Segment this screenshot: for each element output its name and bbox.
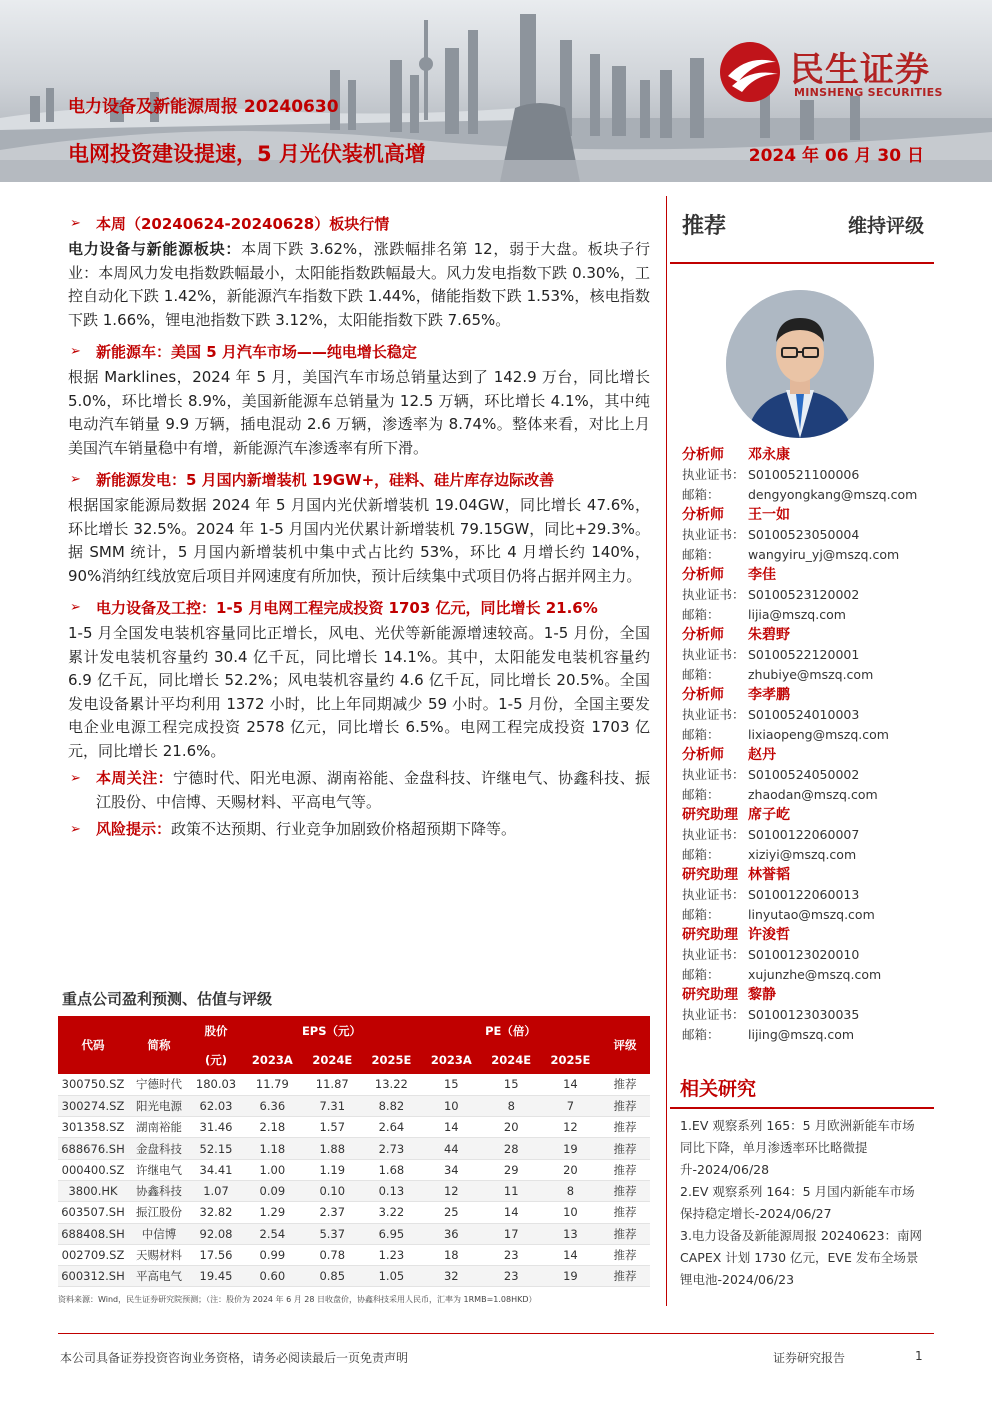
analyst-name-row bbox=[682, 864, 934, 884]
forecast-table-wrapper bbox=[58, 1016, 650, 1287]
logo-chinese-text: 民生证券 bbox=[790, 50, 930, 90]
col-header-pe-2023: 2023A bbox=[430, 1052, 472, 1067]
analyst-mail-row bbox=[682, 904, 934, 924]
analyst-portrait-illustration bbox=[726, 290, 874, 438]
cert-number: S0100123020010 bbox=[748, 946, 860, 962]
col-header-price: 股价 bbox=[204, 1023, 228, 1038]
table-row bbox=[58, 1117, 650, 1138]
cert-label: 执业证书： bbox=[682, 827, 745, 842]
cell-eps-2024: 1.57 bbox=[303, 1117, 362, 1138]
cell-pe-2023: 25 bbox=[421, 1202, 482, 1223]
risk-paragraph: ➢ 风险提示：政策不达预期、行业竞争加剧致价格超预期下降等。 bbox=[68, 818, 650, 842]
cell-eps-2024: 1.19 bbox=[303, 1159, 362, 1180]
cell-pe-2023: 14 bbox=[421, 1117, 482, 1138]
cell-pe-2025: 12 bbox=[541, 1117, 600, 1138]
cell-name: 金盘科技 bbox=[128, 1138, 190, 1159]
rating-label: 推荐 bbox=[682, 214, 727, 239]
cell-pe-2024: 17 bbox=[482, 1223, 541, 1244]
analyst-mail-row bbox=[682, 784, 934, 804]
analyst-role: 研究助理 bbox=[682, 867, 738, 883]
analyst-role: 分析师 bbox=[682, 507, 724, 523]
analyst-entry bbox=[682, 684, 934, 744]
analyst-name-row bbox=[682, 924, 934, 944]
cell-price: 32.82 bbox=[190, 1202, 242, 1223]
cell-eps-2023: 1.29 bbox=[242, 1202, 303, 1223]
analyst-email-link[interactable]: dengyongkang@mszq.com bbox=[748, 486, 918, 502]
section-heading-grid: ➢ 电力设备及工控：1-5 月电网工程完成投资 1703 亿元，同比增长 21.6% bbox=[70, 598, 598, 617]
cell-eps-2023: 1.18 bbox=[242, 1138, 303, 1159]
cell-pe-2024: 20 bbox=[482, 1117, 541, 1138]
cert-label: 执业证书： bbox=[682, 527, 745, 542]
cell-name: 平高电气 bbox=[128, 1266, 190, 1287]
col-header-eps: EPS（元） bbox=[301, 1023, 362, 1038]
cell-rating: 推荐 bbox=[600, 1159, 650, 1180]
cell-eps-2025: 13.22 bbox=[362, 1074, 421, 1095]
cell-price: 62.03 bbox=[190, 1095, 242, 1116]
cell-eps-2024: 7.31 bbox=[303, 1095, 362, 1116]
cell-name: 湖南裕能 bbox=[128, 1117, 190, 1138]
cert-number: S0100523120002 bbox=[748, 586, 860, 602]
related-research bbox=[670, 1070, 934, 1291]
minsheng-logo-icon bbox=[718, 40, 784, 104]
analyst-entry bbox=[682, 864, 934, 924]
analyst-name-row bbox=[682, 624, 934, 644]
cell-rating: 推荐 bbox=[600, 1117, 650, 1138]
analyst-role: 分析师 bbox=[682, 627, 724, 643]
col-header-pe-2024: 2024E bbox=[491, 1052, 532, 1067]
cert-number: S0100524050002 bbox=[748, 766, 860, 782]
column-divider bbox=[666, 196, 667, 1306]
cell-rating: 推荐 bbox=[600, 1095, 650, 1116]
cert-number: S0100522120001 bbox=[748, 646, 860, 662]
analyst-entry bbox=[682, 924, 934, 984]
minsheng-logo bbox=[718, 40, 968, 104]
footer-report-type: 证券研究报告 bbox=[773, 1351, 846, 1365]
focus-paragraph: ➢ 本周关注：宁德时代、阳光电源、湖南裕能、金盘科技、许继电气、协鑫科技、振江股份、中信博、天赐材料、平高电气等。 bbox=[68, 767, 650, 814]
cert-label: 执业证书： bbox=[682, 887, 745, 902]
table-row bbox=[58, 1138, 650, 1159]
cell-eps-2025: 3.22 bbox=[362, 1202, 421, 1223]
cell-pe-2023: 12 bbox=[421, 1180, 482, 1201]
analyst-entry bbox=[682, 564, 934, 624]
cell-code: 688676.SH bbox=[58, 1138, 128, 1159]
cell-code: 000400.SZ bbox=[58, 1159, 128, 1180]
section-heading-ev: ➢ 新能源车：美国 5 月汽车市场——纯电增长稳定 bbox=[70, 342, 417, 361]
cell-pe-2024: 29 bbox=[482, 1159, 541, 1180]
footer-disclaimer: 本公司具备证券投资咨询业务资格，请务必阅读最后一页免责声明 bbox=[60, 1351, 409, 1365]
cert-label: 执业证书： bbox=[682, 647, 745, 662]
sidebar bbox=[670, 200, 934, 1042]
arrow-bullet-icon: ➢ bbox=[70, 771, 81, 786]
cert-number: S0100524010003 bbox=[748, 706, 860, 722]
cell-pe-2023: 32 bbox=[421, 1266, 482, 1287]
cell-rating: 推荐 bbox=[600, 1138, 650, 1159]
cert-number: S0100523050004 bbox=[748, 526, 860, 542]
cell-price: 1.07 bbox=[190, 1180, 242, 1201]
table-row bbox=[58, 1223, 650, 1244]
analyst-name: 李孝鹏 bbox=[748, 687, 790, 703]
cell-price: 180.03 bbox=[190, 1074, 242, 1095]
cell-pe-2023: 34 bbox=[421, 1159, 482, 1180]
cell-price: 34.41 bbox=[190, 1159, 242, 1180]
cell-pe-2024: 11 bbox=[482, 1180, 541, 1201]
col-header-eps-2024: 2024E bbox=[312, 1052, 353, 1067]
analyst-entry bbox=[682, 984, 934, 1044]
report-date: 2024 年 06 月 30 日 bbox=[748, 146, 924, 166]
analyst-mail-row bbox=[682, 664, 934, 684]
cell-pe-2023: 10 bbox=[421, 1095, 482, 1116]
related-research-title: 相关研究 bbox=[670, 1070, 934, 1109]
related-item[interactable]: 3.电力设备及新能源周报 20240623：南网 CAPEX 计划 1730 亿元，EVE 发布全场景锂电池-2024/06/23 bbox=[680, 1228, 923, 1287]
analyst-role: 研究助理 bbox=[682, 927, 738, 943]
rating-bar bbox=[670, 200, 934, 264]
table-row bbox=[58, 1095, 650, 1116]
col-header-code: 代码 bbox=[81, 1038, 105, 1052]
cell-eps-2024: 0.10 bbox=[303, 1180, 362, 1201]
analyst-name: 林誉韬 bbox=[748, 867, 790, 883]
cell-pe-2025: 7 bbox=[541, 1095, 600, 1116]
cell-price: 52.15 bbox=[190, 1138, 242, 1159]
table-row bbox=[58, 1180, 650, 1201]
analyst-cert-row bbox=[682, 524, 934, 544]
rating-value: 维持评级 bbox=[847, 215, 924, 237]
cell-eps-2023: 0.60 bbox=[242, 1266, 303, 1287]
cell-eps-2023: 0.09 bbox=[242, 1180, 303, 1201]
cell-eps-2023: 2.18 bbox=[242, 1117, 303, 1138]
page-number: 1 bbox=[915, 1349, 923, 1363]
cert-label: 执业证书： bbox=[682, 767, 745, 782]
cert-label: 执业证书： bbox=[682, 947, 745, 962]
related-item[interactable]: 1.EV 观察系列 165：5 月欧洲新能车市场同比下降，单月渗透率环比略微提升-2024/06/28 bbox=[680, 1118, 915, 1177]
cell-eps-2025: 2.73 bbox=[362, 1138, 421, 1159]
related-item[interactable]: 2.EV 观察系列 164：5 月国内新能车市场保持稳定增长-2024/06/27 bbox=[680, 1184, 915, 1221]
mail-label: 邮箱： bbox=[682, 547, 720, 562]
forecast-table bbox=[58, 1016, 650, 1287]
mail-label: 邮箱： bbox=[682, 967, 720, 982]
mail-label: 邮箱： bbox=[682, 667, 720, 682]
section-body-pv: 根据国家能源局数据 2024 年 5 月国内光伏新增装机 19.04GW，同比增长 47.6%，环比增长 32.5%。2024 年 1-5 月国内光伏累计新增装机 79.15GW，同比+29.3%。据 SMM 统计，5 月国内新增装机中集中式占比约 53%，环比 4 月增长约 140%，90%消纳红线放宽后项目并网速度有所加快，预计后续集中式项目仍将占据并网主力。 bbox=[68, 496, 650, 585]
analyst-cert-row bbox=[682, 884, 934, 904]
cell-pe-2025: 19 bbox=[541, 1266, 600, 1287]
cell-rating: 推荐 bbox=[600, 1074, 650, 1095]
cell-code: 600312.SH bbox=[58, 1266, 128, 1287]
cell-pe-2025: 19 bbox=[541, 1138, 600, 1159]
analyst-cert-row bbox=[682, 704, 934, 724]
cell-price: 19.45 bbox=[190, 1266, 242, 1287]
col-header-price-unit: (元) bbox=[204, 1052, 227, 1067]
arrow-bullet-icon: ➢ bbox=[70, 215, 81, 231]
cell-pe-2024: 23 bbox=[482, 1244, 541, 1265]
cell-pe-2025: 10 bbox=[541, 1202, 600, 1223]
analyst-cert-row bbox=[682, 584, 934, 604]
mail-label: 邮箱： bbox=[682, 787, 720, 802]
analyst-role: 分析师 bbox=[682, 747, 724, 763]
analyst-name: 王一如 bbox=[748, 507, 790, 523]
cell-eps-2024: 2.37 bbox=[303, 1202, 362, 1223]
analyst-photo bbox=[726, 290, 874, 438]
analyst-name-row bbox=[682, 444, 934, 464]
analyst-list bbox=[682, 444, 934, 1044]
footer-divider bbox=[58, 1333, 934, 1334]
cell-code: 300274.SZ bbox=[58, 1095, 128, 1116]
arrow-bullet-icon: ➢ bbox=[70, 343, 81, 359]
analyst-entry bbox=[682, 444, 934, 504]
cell-name: 振江股份 bbox=[128, 1202, 190, 1223]
cell-eps-2025: 0.13 bbox=[362, 1180, 421, 1201]
cell-rating: 推荐 bbox=[600, 1180, 650, 1201]
cert-number: S0100123030035 bbox=[748, 1006, 860, 1022]
col-header-pe-2025: 2025E bbox=[550, 1052, 591, 1067]
cell-name: 天赐材料 bbox=[128, 1244, 190, 1265]
analyst-cert-row bbox=[682, 944, 934, 964]
analyst-name-row bbox=[682, 984, 934, 1004]
analyst-role: 分析师 bbox=[682, 447, 724, 463]
cell-eps-2025: 1.68 bbox=[362, 1159, 421, 1180]
main-content bbox=[68, 208, 650, 842]
cell-eps-2024: 1.88 bbox=[303, 1138, 362, 1159]
cell-rating: 推荐 bbox=[600, 1244, 650, 1265]
col-header-pe: PE（倍） bbox=[485, 1023, 536, 1038]
cell-pe-2023: 36 bbox=[421, 1223, 482, 1244]
analyst-role: 研究助理 bbox=[682, 807, 738, 823]
analyst-cert-row bbox=[682, 824, 934, 844]
table-row bbox=[58, 1159, 650, 1180]
cell-pe-2025: 14 bbox=[541, 1244, 600, 1265]
cell-code: 300750.SZ bbox=[58, 1074, 128, 1095]
cell-eps-2024: 0.85 bbox=[303, 1266, 362, 1287]
table-source-note: 资料来源：Wind，民生证券研究院预测；（注：股价为 2024 年 6 月 28 日收盘价，协鑫科技采用人民币，汇率为 1RMB=1.08HKD） bbox=[58, 1295, 537, 1304]
analyst-name-row bbox=[682, 684, 934, 704]
analyst-email-link[interactable]: linyutao@mszq.com bbox=[748, 906, 875, 922]
analyst-name-row bbox=[682, 564, 934, 584]
analyst-name-row bbox=[682, 744, 934, 764]
cell-pe-2025: 13 bbox=[541, 1223, 600, 1244]
cell-code: 3800.HK bbox=[58, 1180, 128, 1201]
cell-rating: 推荐 bbox=[600, 1223, 650, 1244]
cell-pe-2025: 8 bbox=[541, 1180, 600, 1201]
mail-label: 邮箱： bbox=[682, 1027, 720, 1042]
cell-eps-2025: 2.64 bbox=[362, 1117, 421, 1138]
analyst-cert-row bbox=[682, 1004, 934, 1024]
analyst-name-row bbox=[682, 504, 934, 524]
mail-label: 邮箱： bbox=[682, 487, 720, 502]
table-row bbox=[58, 1074, 650, 1095]
report-series-title: 电力设备及新能源周报 20240630 bbox=[68, 97, 339, 117]
analyst-mail-row bbox=[682, 1024, 934, 1044]
cell-eps-2025: 8.82 bbox=[362, 1095, 421, 1116]
analyst-cert-row bbox=[682, 764, 934, 784]
analyst-name: 黎静 bbox=[748, 987, 776, 1003]
cell-eps-2023: 6.36 bbox=[242, 1095, 303, 1116]
cell-eps-2023: 11.79 bbox=[242, 1074, 303, 1095]
analyst-role: 分析师 bbox=[682, 687, 724, 703]
cell-eps-2025: 6.95 bbox=[362, 1223, 421, 1244]
forecast-table-body bbox=[58, 1074, 650, 1287]
analyst-name: 许浚哲 bbox=[748, 927, 790, 943]
analyst-email-link[interactable]: lixiaopeng@mszq.com bbox=[748, 726, 889, 742]
cell-pe-2023: 18 bbox=[421, 1244, 482, 1265]
analyst-mail-row bbox=[682, 484, 934, 504]
analyst-name: 朱碧野 bbox=[748, 627, 790, 643]
analyst-email-link[interactable]: wangyiru_yj@mszq.com bbox=[748, 546, 900, 562]
cert-number: S0100122060013 bbox=[748, 886, 860, 902]
analyst-name: 赵丹 bbox=[748, 747, 776, 763]
cell-price: 17.56 bbox=[190, 1244, 242, 1265]
analyst-mail-row bbox=[682, 844, 934, 864]
cert-label: 执业证书： bbox=[682, 707, 745, 722]
table-row bbox=[58, 1244, 650, 1265]
col-header-rating: 评级 bbox=[613, 1038, 637, 1052]
cert-number: S0100122060007 bbox=[748, 826, 860, 842]
cell-eps-2023: 0.99 bbox=[242, 1244, 303, 1265]
analyst-name-row bbox=[682, 804, 934, 824]
analyst-email-link[interactable]: lijing@mszq.com bbox=[748, 1026, 855, 1042]
table-row bbox=[58, 1202, 650, 1223]
cell-name: 协鑫科技 bbox=[128, 1180, 190, 1201]
analyst-role: 分析师 bbox=[682, 567, 724, 583]
cell-eps-2023: 2.54 bbox=[242, 1223, 303, 1244]
analyst-entry bbox=[682, 744, 934, 804]
table-row bbox=[58, 1266, 650, 1287]
table-title: 重点公司盈利预测、估值与评级 bbox=[62, 990, 273, 1008]
analyst-name: 邓永康 bbox=[748, 447, 790, 463]
section-heading-pv: ➢ 新能源发电：5 月国内新增装机 19GW+，硅料、硅片库存边际改善 bbox=[70, 470, 555, 489]
cell-code: 301358.SZ bbox=[58, 1117, 128, 1138]
arrow-bullet-icon: ➢ bbox=[70, 471, 81, 487]
cert-label: 执业证书： bbox=[682, 1007, 745, 1022]
cell-name: 宁德时代 bbox=[128, 1074, 190, 1095]
col-header-eps-2023: 2023A bbox=[251, 1052, 293, 1067]
analyst-entry bbox=[682, 804, 934, 864]
section-body-ev: 根据 Marklines，2024 年 5 月，美国汽车市场总销量达到了 142.9 万台，同比增长 5.0%，环比增长 8.9%，美国新能源车总销量为 12.5 万辆，环比增长 4.1%，其中纯电动汽车销量 9.9 万辆，插电混动 2.6 万辆，渗透率为 8.74%。整体来看，对比上月美国汽车销量稳中有增，新能源汽车渗透率有所下滑。 bbox=[68, 368, 650, 457]
cell-code: 002709.SZ bbox=[58, 1244, 128, 1265]
cell-pe-2024: 28 bbox=[482, 1138, 541, 1159]
section-heading-market: ➢ 本周（20240624-20240628）板块行情 bbox=[70, 214, 390, 233]
cell-pe-2025: 14 bbox=[541, 1074, 600, 1095]
section-body-grid: 1-5 月全国发电装机容量同比正增长，风电、光伏等新能源增速较高。1-5 月份，全国累计发电装机容量约 30.4 亿千瓦，同比增长 14.1%。其中，太阳能发电装机容量约 6.9 亿千瓦，同比增长 52.2%；风电装机容量约 4.6 亿千瓦，同比增长 20.5%。全国发电设备累计平均利用 1372 小时，比上年同期减少 59 小时。1-5 月份，全国主要发电企业电源工程完成投资 2578 亿元，同比增长 6.5%。电网工程完成投资 1703 亿元，同比增长 21.6%。 bbox=[68, 624, 650, 760]
cell-name: 许继电气 bbox=[128, 1159, 190, 1180]
report-title: 电网投资建设提速，5 月光伏装机高增 bbox=[68, 142, 426, 166]
cell-code: 688408.SH bbox=[58, 1223, 128, 1244]
analyst-email-link[interactable]: zhubiye@mszq.com bbox=[748, 666, 874, 682]
cell-pe-2023: 44 bbox=[421, 1138, 482, 1159]
col-header-eps-2025: 2025E bbox=[371, 1052, 412, 1067]
analyst-cert-row bbox=[682, 644, 934, 664]
logo-english-text: MINSHENG SECURITIES bbox=[794, 86, 943, 99]
cell-price: 92.08 bbox=[190, 1223, 242, 1244]
cell-pe-2024: 23 bbox=[482, 1266, 541, 1287]
mail-label: 邮箱： bbox=[682, 907, 720, 922]
cell-pe-2025: 20 bbox=[541, 1159, 600, 1180]
analyst-email-link[interactable]: xiziyi@mszq.com bbox=[748, 846, 857, 862]
mail-label: 邮箱： bbox=[682, 607, 720, 622]
analyst-mail-row bbox=[682, 604, 934, 624]
cell-price: 31.46 bbox=[190, 1117, 242, 1138]
cell-rating: 推荐 bbox=[600, 1202, 650, 1223]
mail-label: 邮箱： bbox=[682, 727, 720, 742]
cell-pe-2024: 14 bbox=[482, 1202, 541, 1223]
cert-number: S0100521100006 bbox=[748, 466, 860, 482]
cell-rating: 推荐 bbox=[600, 1266, 650, 1287]
cell-name: 中信博 bbox=[128, 1223, 190, 1244]
cell-eps-2023: 1.00 bbox=[242, 1159, 303, 1180]
analyst-entry bbox=[682, 504, 934, 564]
cell-eps-2024: 0.78 bbox=[303, 1244, 362, 1265]
cell-eps-2025: 1.05 bbox=[362, 1266, 421, 1287]
analyst-email-link[interactable]: xujunzhe@mszq.com bbox=[748, 966, 882, 982]
mail-label: 邮箱： bbox=[682, 847, 720, 862]
analyst-mail-row bbox=[682, 724, 934, 744]
analyst-mail-row bbox=[682, 544, 934, 564]
cell-pe-2024: 15 bbox=[482, 1074, 541, 1095]
related-research-list bbox=[670, 1109, 934, 1291]
arrow-bullet-icon: ➢ bbox=[70, 822, 81, 837]
cell-code: 603507.SH bbox=[58, 1202, 128, 1223]
section-body-market: 电力设备与新能源板块：本周下跌 3.62%，涨跌幅排名第 12，弱于大盘。板块子行业：本周风力发电指数跌幅最小，太阳能指数跌幅最大。风力发电指数下跌 0.30%，工控自动化下跌 1.42%，新能源汽车指数下跌 1.44%，储能指数下跌 1.53%，核电指数下跌 1.66%，锂电池指数下跌 3.12%，太阳能指数下跌 7.65%。 bbox=[68, 240, 650, 329]
analyst-email-link[interactable]: lijia@mszq.com bbox=[748, 606, 846, 622]
cell-eps-2025: 1.23 bbox=[362, 1244, 421, 1265]
analyst-name: 李佳 bbox=[748, 567, 776, 583]
cell-pe-2023: 15 bbox=[421, 1074, 482, 1095]
analyst-email-link[interactable]: zhaodan@mszq.com bbox=[748, 786, 878, 802]
col-header-name: 简称 bbox=[147, 1038, 171, 1052]
analyst-role: 研究助理 bbox=[682, 987, 738, 1003]
analyst-cert-row bbox=[682, 464, 934, 484]
cell-name: 阳光电源 bbox=[128, 1095, 190, 1116]
analyst-entry bbox=[682, 624, 934, 684]
cert-label: 执业证书： bbox=[682, 587, 745, 602]
cell-eps-2024: 11.87 bbox=[303, 1074, 362, 1095]
cell-pe-2024: 8 bbox=[482, 1095, 541, 1116]
analyst-name: 席子屹 bbox=[748, 807, 790, 823]
analyst-mail-row bbox=[682, 964, 934, 984]
arrow-bullet-icon: ➢ bbox=[70, 599, 81, 615]
cell-eps-2024: 5.37 bbox=[303, 1223, 362, 1244]
header-banner bbox=[0, 0, 992, 182]
cert-label: 执业证书： bbox=[682, 467, 745, 482]
